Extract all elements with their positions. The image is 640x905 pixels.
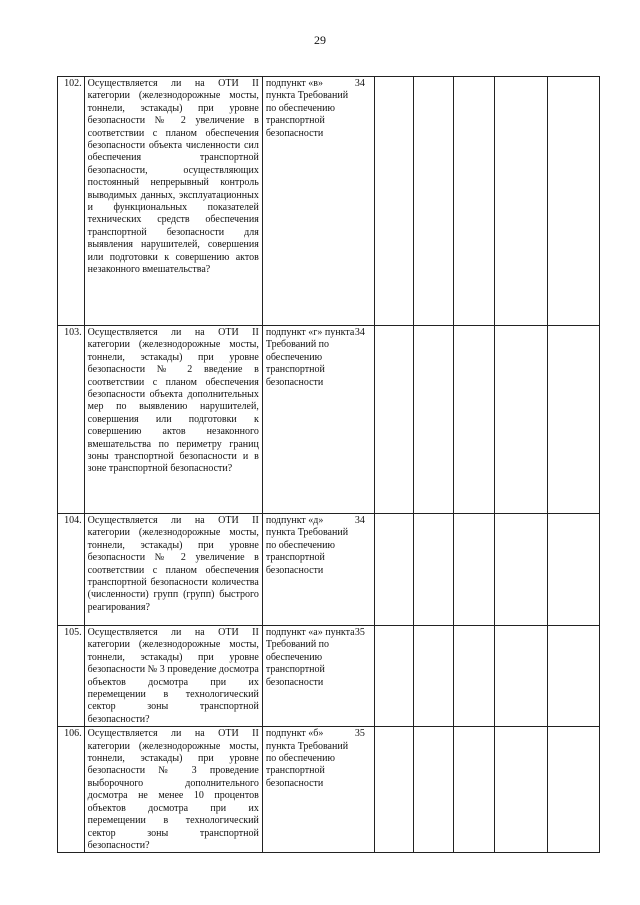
answer-cell[interactable] xyxy=(374,727,413,853)
question-text: Осуществляется ли на ОТИ II категории (железнодорожные мосты, тоннели, эстакады) при уровне безопасности № 2 введение в соответствии с планом обеспечения безопасности объекта дополнительных мер по выявлению нарушителей, совершения или подготовки к совершению актов незаконного вмешательства по периметру границ зоны транспортной безопасности и в зоне транспортной безопасности? xyxy=(84,326,262,514)
answer-cell[interactable] xyxy=(547,326,599,514)
answer-cell[interactable] xyxy=(453,626,495,727)
question-text: Осуществляется ли на ОТИ II категории (железнодорожные мосты, тоннели, эстакады) при уровне безопасности № 2 увеличение в соответствии с планом обеспечения безопасности объекта численности сил обеспечения транспортной безопасности, осуществляющих постоянный непрерывный контроль выводимых данных, эксплуатационных и функциональных показателей технических средств обеспечения транспортной безопасности для выявления нарушителей, совершения или подготовки к совершению актов незаконного вмешательства? xyxy=(84,77,262,326)
answer-cell[interactable] xyxy=(374,326,413,514)
reference-text: подпункт «а» пункта Требований по обеспечению транспортной безопасности xyxy=(265,627,355,688)
question-text: Осуществляется ли на ОТИ II категории (железнодорожные мосты, тоннели, эстакады) при уровне безопасности № 3 проведение досмотра объектов досмотра при их перемещении в технологический сектор зоны транспортной безопасности? xyxy=(84,626,262,727)
reference-text: подпункт «б» пункта Требований по обеспечению транспортной безопасности xyxy=(265,728,349,789)
answer-cell[interactable] xyxy=(547,77,599,326)
answer-cell[interactable] xyxy=(547,626,599,727)
answer-cell[interactable] xyxy=(547,514,599,626)
requirement-reference xyxy=(262,727,374,853)
answer-cell[interactable] xyxy=(414,626,453,727)
requirement-reference xyxy=(262,77,374,326)
table-row xyxy=(58,77,600,326)
checklist-table xyxy=(57,76,600,853)
requirement-reference xyxy=(262,326,374,514)
row-number: 103. xyxy=(58,326,85,514)
answer-cell[interactable] xyxy=(374,514,413,626)
answer-cell[interactable] xyxy=(453,727,495,853)
reference-number: 34 xyxy=(354,515,365,526)
answer-cell[interactable] xyxy=(495,727,547,853)
answer-cell[interactable] xyxy=(453,326,495,514)
answer-cell[interactable] xyxy=(414,727,453,853)
table-row xyxy=(58,626,600,727)
answer-cell[interactable] xyxy=(495,326,547,514)
table-row xyxy=(58,514,600,626)
page-number: 29 xyxy=(314,33,326,47)
reference-text: подпункт «в» пункта Требований по обеспечению транспортной безопасности xyxy=(265,78,349,139)
table-row xyxy=(58,326,600,514)
reference-number: 34 xyxy=(354,78,365,89)
row-number: 105. xyxy=(58,626,85,727)
row-number: 102. xyxy=(58,77,85,326)
answer-cell[interactable] xyxy=(374,77,413,326)
requirement-reference xyxy=(262,626,374,727)
reference-text: подпункт «д» пункта Требований по обеспечению транспортной безопасности xyxy=(265,515,349,576)
reference-number: 35 xyxy=(354,728,365,740)
row-number: 104. xyxy=(58,514,85,626)
table-row xyxy=(58,727,600,853)
reference-number: 34 xyxy=(354,327,365,338)
reference-number: 35 xyxy=(354,627,365,638)
question-text: Осуществляется ли на ОТИ II категории (железнодорожные мосты, тоннели, эстакады) при уровне безопасности № 2 увеличение в соответствии с планом обеспечения транспортной безопасности количества (численности) групп (групп) быстрого реагирования? xyxy=(84,514,262,626)
answer-cell[interactable] xyxy=(414,514,453,626)
answer-cell[interactable] xyxy=(374,626,413,727)
answer-cell[interactable] xyxy=(414,326,453,514)
answer-cell[interactable] xyxy=(414,77,453,326)
answer-cell[interactable] xyxy=(547,727,599,853)
reference-text: подпункт «г» пункта Требований по обеспечению транспортной безопасности xyxy=(265,327,355,388)
answer-cell[interactable] xyxy=(453,77,495,326)
answer-cell[interactable] xyxy=(453,514,495,626)
requirement-reference xyxy=(262,514,374,626)
question-text: Осуществляется ли на ОТИ II категории (железнодорожные мосты, тоннели, эстакады) при уровне безопасности № 3 проведение выборочного дополнительного досмотра не менее 10 процентов объектов досмотра при их перемещении в технологический сектор зоны транспортной безопасности? xyxy=(84,727,262,853)
answer-cell[interactable] xyxy=(495,626,547,727)
row-number: 106. xyxy=(58,727,85,853)
answer-cell[interactable] xyxy=(495,514,547,626)
answer-cell[interactable] xyxy=(495,77,547,326)
